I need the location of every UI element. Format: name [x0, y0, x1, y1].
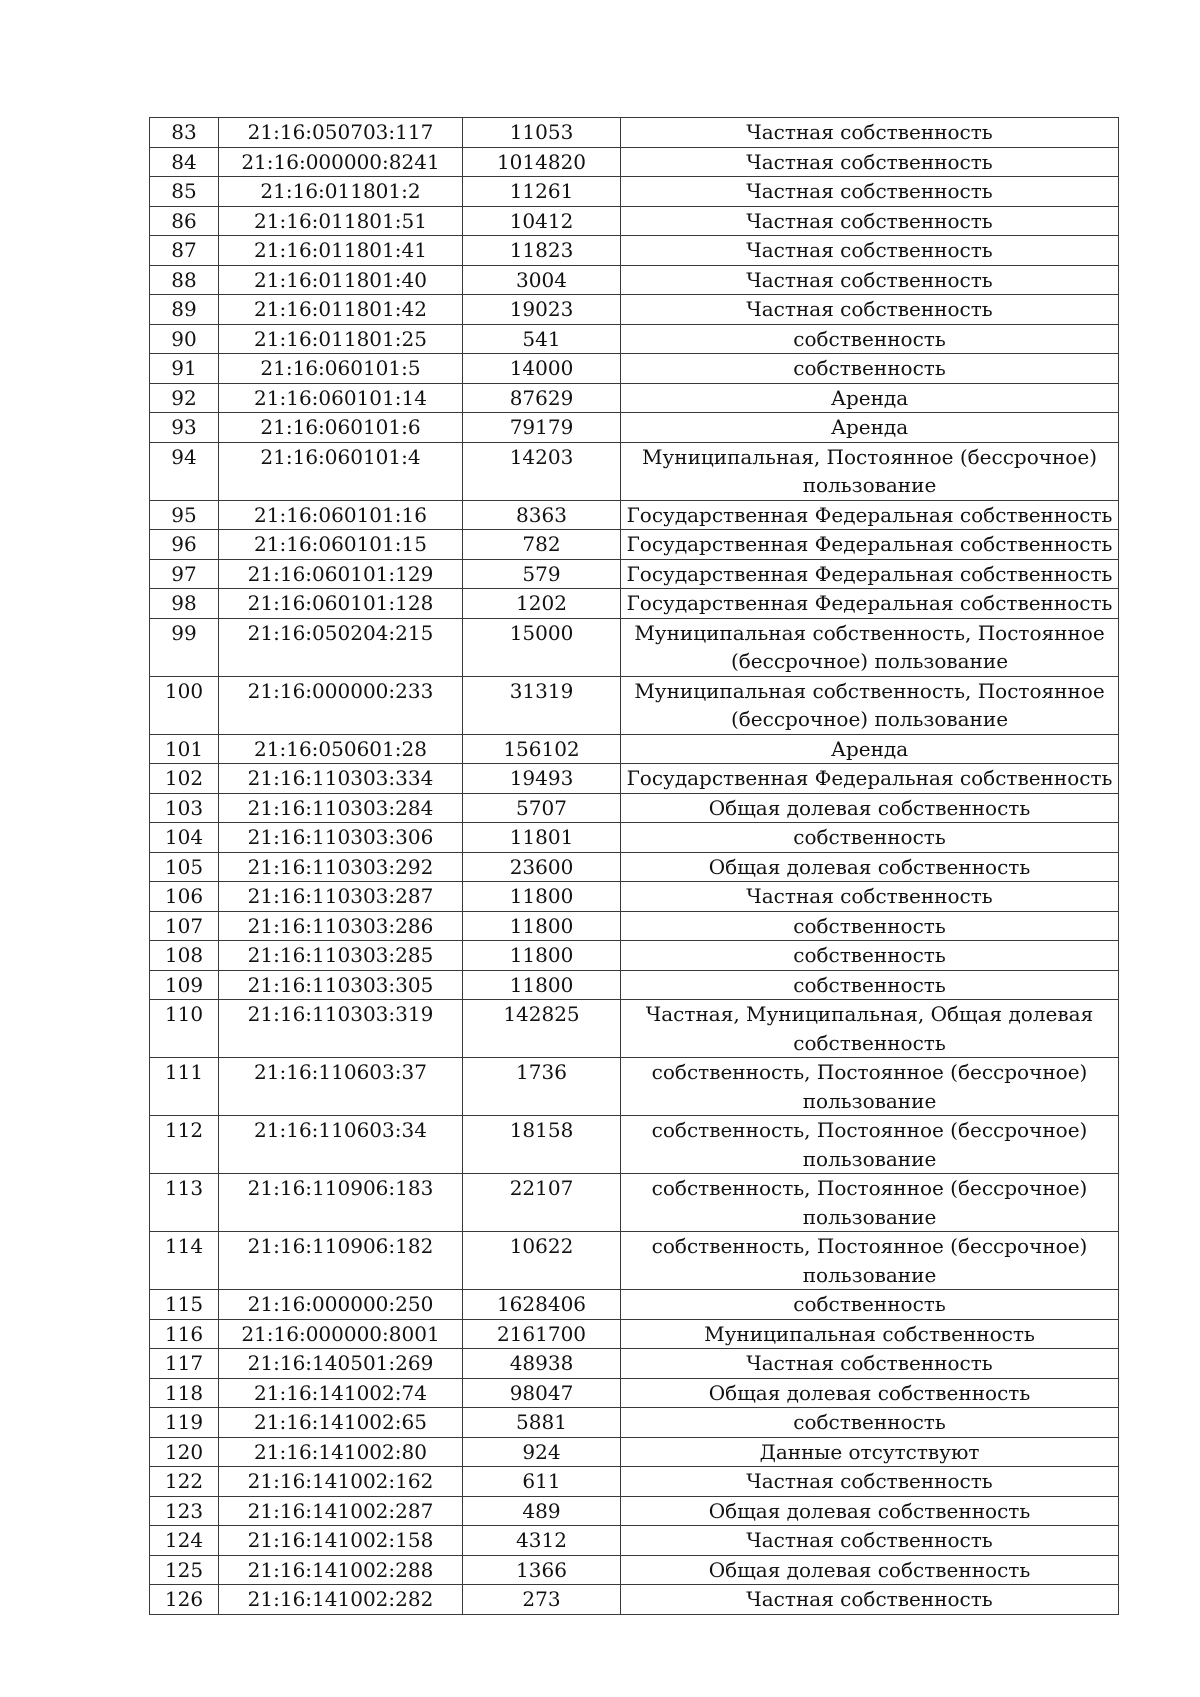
area-cell: 31319 — [463, 676, 621, 734]
table-row — [150, 941, 1119, 971]
table-row — [150, 147, 1119, 177]
ownership-type-cell: собственность, Постоянное (бессрочное) пользование — [621, 1058, 1119, 1116]
row-number-cell: 116 — [150, 1319, 219, 1349]
table-row — [150, 1116, 1119, 1174]
cadastral-number-cell: 21:16:110303:305 — [219, 970, 463, 1000]
cadastral-number-cell: 21:16:141002:80 — [219, 1437, 463, 1467]
cadastral-number-cell: 21:16:060101:16 — [219, 500, 463, 530]
area-cell: 1736 — [463, 1058, 621, 1116]
cadastral-number-cell: 21:16:011801:41 — [219, 236, 463, 266]
row-number-cell: 123 — [150, 1496, 219, 1526]
area-cell: 3004 — [463, 265, 621, 295]
area-cell: 2161700 — [463, 1319, 621, 1349]
row-number-cell: 93 — [150, 413, 219, 443]
cadastral-number-cell: 21:16:110303:292 — [219, 852, 463, 882]
ownership-type-cell: Муниципальная собственность, Постоянное (бессрочное) пользование — [621, 676, 1119, 734]
row-number-cell: 115 — [150, 1290, 219, 1320]
ownership-type-cell: Данные отсутствуют — [621, 1437, 1119, 1467]
area-cell: 79179 — [463, 413, 621, 443]
cadastral-number-cell: 21:16:011801:51 — [219, 206, 463, 236]
row-number-cell: 84 — [150, 147, 219, 177]
area-cell: 1628406 — [463, 1290, 621, 1320]
row-number-cell: 85 — [150, 177, 219, 207]
row-number-cell: 89 — [150, 295, 219, 325]
table-row — [150, 852, 1119, 882]
area-cell: 19493 — [463, 764, 621, 794]
row-number-cell: 106 — [150, 882, 219, 912]
row-number-cell: 110 — [150, 1000, 219, 1058]
table-row — [150, 559, 1119, 589]
row-number-cell: 91 — [150, 354, 219, 384]
ownership-type-cell: Частная собственность — [621, 147, 1119, 177]
ownership-type-cell: собственность, Постоянное (бессрочное) пользование — [621, 1174, 1119, 1232]
table-row — [150, 1319, 1119, 1349]
table-body — [150, 118, 1119, 1615]
ownership-type-cell: Частная собственность — [621, 206, 1119, 236]
row-number-cell: 83 — [150, 118, 219, 148]
cadastral-number-cell: 21:16:000000:250 — [219, 1290, 463, 1320]
table-row — [150, 793, 1119, 823]
table-row — [150, 1437, 1119, 1467]
cadastral-number-cell: 21:16:000000:233 — [219, 676, 463, 734]
ownership-type-cell: Общая долевая собственность — [621, 1378, 1119, 1408]
table-row — [150, 1555, 1119, 1585]
area-cell: 611 — [463, 1467, 621, 1497]
ownership-type-cell: Аренда — [621, 734, 1119, 764]
row-number-cell: 118 — [150, 1378, 219, 1408]
table-row — [150, 764, 1119, 794]
table-row — [150, 500, 1119, 530]
table-row — [150, 118, 1119, 148]
ownership-type-cell: собственность — [621, 823, 1119, 853]
area-cell: 1202 — [463, 589, 621, 619]
area-cell: 11800 — [463, 970, 621, 1000]
cadastral-number-cell: 21:16:060101:4 — [219, 442, 463, 500]
table-row — [150, 1349, 1119, 1379]
row-number-cell: 112 — [150, 1116, 219, 1174]
cadastral-number-cell: 21:16:011801:25 — [219, 324, 463, 354]
table-row — [150, 1000, 1119, 1058]
area-cell: 23600 — [463, 852, 621, 882]
area-cell: 11800 — [463, 882, 621, 912]
table-row — [150, 1408, 1119, 1438]
ownership-type-cell: Частная собственность — [621, 295, 1119, 325]
row-number-cell: 105 — [150, 852, 219, 882]
row-number-cell: 111 — [150, 1058, 219, 1116]
ownership-type-cell: Частная собственность — [621, 882, 1119, 912]
table-row — [150, 236, 1119, 266]
ownership-type-cell: собственность — [621, 911, 1119, 941]
ownership-type-cell: собственность — [621, 1290, 1119, 1320]
row-number-cell: 119 — [150, 1408, 219, 1438]
row-number-cell: 120 — [150, 1437, 219, 1467]
ownership-type-cell: собственность — [621, 941, 1119, 971]
row-number-cell: 102 — [150, 764, 219, 794]
area-cell: 11261 — [463, 177, 621, 207]
ownership-type-cell: собственность — [621, 324, 1119, 354]
area-cell: 4312 — [463, 1526, 621, 1556]
ownership-type-cell: Общая долевая собственность — [621, 793, 1119, 823]
row-number-cell: 99 — [150, 618, 219, 676]
table-row — [150, 1467, 1119, 1497]
area-cell: 11801 — [463, 823, 621, 853]
cadastral-number-cell: 21:16:141002:282 — [219, 1585, 463, 1615]
row-number-cell: 103 — [150, 793, 219, 823]
table-row — [150, 295, 1119, 325]
ownership-type-cell: Частная собственность — [621, 177, 1119, 207]
area-cell: 1366 — [463, 1555, 621, 1585]
area-cell: 924 — [463, 1437, 621, 1467]
cadastral-number-cell: 21:16:110303:334 — [219, 764, 463, 794]
row-number-cell: 124 — [150, 1526, 219, 1556]
table-row — [150, 265, 1119, 295]
ownership-type-cell: Государственная Федеральная собственность — [621, 559, 1119, 589]
row-number-cell: 100 — [150, 676, 219, 734]
area-cell: 98047 — [463, 1378, 621, 1408]
cadastral-number-cell: 21:16:060101:6 — [219, 413, 463, 443]
table-row — [150, 1585, 1119, 1615]
ownership-type-cell: Общая долевая собственность — [621, 1555, 1119, 1585]
table-row — [150, 1232, 1119, 1290]
table-row — [150, 676, 1119, 734]
table-row — [150, 383, 1119, 413]
cadastral-number-cell: 21:16:141002:158 — [219, 1526, 463, 1556]
area-cell: 10622 — [463, 1232, 621, 1290]
ownership-type-cell: Частная собственность — [621, 1585, 1119, 1615]
cadastral-number-cell: 21:16:110303:284 — [219, 793, 463, 823]
row-number-cell: 114 — [150, 1232, 219, 1290]
ownership-type-cell: Муниципальная собственность — [621, 1319, 1119, 1349]
table-row — [150, 354, 1119, 384]
area-cell: 273 — [463, 1585, 621, 1615]
table-row — [150, 530, 1119, 560]
cadastral-number-cell: 21:16:050601:28 — [219, 734, 463, 764]
cadastral-number-cell: 21:16:141002:65 — [219, 1408, 463, 1438]
table-row — [150, 882, 1119, 912]
ownership-type-cell: Общая долевая собственность — [621, 852, 1119, 882]
cadastral-number-cell: 21:16:060101:129 — [219, 559, 463, 589]
area-cell: 14203 — [463, 442, 621, 500]
land-plots-table — [149, 117, 1119, 1615]
area-cell: 156102 — [463, 734, 621, 764]
cadastral-number-cell: 21:16:141002:74 — [219, 1378, 463, 1408]
row-number-cell: 125 — [150, 1555, 219, 1585]
ownership-type-cell: собственность — [621, 970, 1119, 1000]
cadastral-number-cell: 21:16:060101:5 — [219, 354, 463, 384]
row-number-cell: 104 — [150, 823, 219, 853]
area-cell: 8363 — [463, 500, 621, 530]
row-number-cell: 101 — [150, 734, 219, 764]
area-cell: 15000 — [463, 618, 621, 676]
ownership-type-cell: Государственная Федеральная собственность — [621, 589, 1119, 619]
row-number-cell: 92 — [150, 383, 219, 413]
row-number-cell: 122 — [150, 1467, 219, 1497]
ownership-type-cell: Частная собственность — [621, 265, 1119, 295]
row-number-cell: 117 — [150, 1349, 219, 1379]
area-cell: 5881 — [463, 1408, 621, 1438]
area-cell: 87629 — [463, 383, 621, 413]
ownership-type-cell: собственность, Постоянное (бессрочное) пользование — [621, 1232, 1119, 1290]
cadastral-number-cell: 21:16:110906:182 — [219, 1232, 463, 1290]
row-number-cell: 108 — [150, 941, 219, 971]
cadastral-number-cell: 21:16:140501:269 — [219, 1349, 463, 1379]
cadastral-number-cell: 21:16:110906:183 — [219, 1174, 463, 1232]
table-row — [150, 1290, 1119, 1320]
cadastral-number-cell: 21:16:011801:2 — [219, 177, 463, 207]
cadastral-number-cell: 21:16:141002:162 — [219, 1467, 463, 1497]
cadastral-number-cell: 21:16:060101:15 — [219, 530, 463, 560]
cadastral-number-cell: 21:16:110603:37 — [219, 1058, 463, 1116]
ownership-type-cell: собственность, Постоянное (бессрочное) пользование — [621, 1116, 1119, 1174]
row-number-cell: 86 — [150, 206, 219, 236]
cadastral-number-cell: 21:16:050703:117 — [219, 118, 463, 148]
ownership-type-cell: собственность — [621, 354, 1119, 384]
ownership-type-cell: Аренда — [621, 383, 1119, 413]
area-cell: 11800 — [463, 941, 621, 971]
row-number-cell: 98 — [150, 589, 219, 619]
row-number-cell: 107 — [150, 911, 219, 941]
cadastral-number-cell: 21:16:060101:128 — [219, 589, 463, 619]
row-number-cell: 126 — [150, 1585, 219, 1615]
table-row — [150, 1058, 1119, 1116]
row-number-cell: 95 — [150, 500, 219, 530]
ownership-type-cell: Государственная Федеральная собственность — [621, 530, 1119, 560]
cadastral-number-cell: 21:16:060101:14 — [219, 383, 463, 413]
cadastral-number-cell: 21:16:110303:285 — [219, 941, 463, 971]
area-cell: 541 — [463, 324, 621, 354]
row-number-cell: 97 — [150, 559, 219, 589]
area-cell: 48938 — [463, 1349, 621, 1379]
ownership-type-cell: Частная собственность — [621, 1526, 1119, 1556]
cadastral-number-cell: 21:16:110603:34 — [219, 1116, 463, 1174]
table-row — [150, 911, 1119, 941]
cadastral-number-cell: 21:16:141002:288 — [219, 1555, 463, 1585]
table-row — [150, 618, 1119, 676]
cadastral-number-cell: 21:16:141002:287 — [219, 1496, 463, 1526]
area-cell: 11800 — [463, 911, 621, 941]
cadastral-number-cell: 21:16:011801:40 — [219, 265, 463, 295]
cadastral-number-cell: 21:16:000000:8241 — [219, 147, 463, 177]
ownership-type-cell: Частная, Муниципальная, Общая долевая собственность — [621, 1000, 1119, 1058]
cadastral-number-cell: 21:16:011801:42 — [219, 295, 463, 325]
ownership-type-cell: Частная собственность — [621, 236, 1119, 266]
area-cell: 10412 — [463, 206, 621, 236]
ownership-type-cell: Муниципальная, Постоянное (бессрочное) пользование — [621, 442, 1119, 500]
ownership-type-cell: собственность — [621, 1408, 1119, 1438]
table-row — [150, 206, 1119, 236]
table-row — [150, 1174, 1119, 1232]
table-row — [150, 413, 1119, 443]
area-cell: 18158 — [463, 1116, 621, 1174]
table-row — [150, 970, 1119, 1000]
table-row — [150, 823, 1119, 853]
ownership-type-cell: Государственная Федеральная собственность — [621, 500, 1119, 530]
table-row — [150, 324, 1119, 354]
row-number-cell: 94 — [150, 442, 219, 500]
area-cell: 489 — [463, 1496, 621, 1526]
row-number-cell: 96 — [150, 530, 219, 560]
row-number-cell: 87 — [150, 236, 219, 266]
table-row — [150, 177, 1119, 207]
ownership-type-cell: Аренда — [621, 413, 1119, 443]
area-cell: 11053 — [463, 118, 621, 148]
area-cell: 5707 — [463, 793, 621, 823]
row-number-cell: 88 — [150, 265, 219, 295]
ownership-type-cell: Государственная Федеральная собственность — [621, 764, 1119, 794]
table-row — [150, 1496, 1119, 1526]
cadastral-number-cell: 21:16:110303:287 — [219, 882, 463, 912]
ownership-type-cell: Частная собственность — [621, 1467, 1119, 1497]
area-cell: 22107 — [463, 1174, 621, 1232]
area-cell: 142825 — [463, 1000, 621, 1058]
table-row — [150, 589, 1119, 619]
ownership-type-cell: Общая долевая собственность — [621, 1496, 1119, 1526]
row-number-cell: 113 — [150, 1174, 219, 1232]
area-cell: 14000 — [463, 354, 621, 384]
table-row — [150, 442, 1119, 500]
cadastral-number-cell: 21:16:000000:8001 — [219, 1319, 463, 1349]
area-cell: 19023 — [463, 295, 621, 325]
ownership-type-cell: Частная собственность — [621, 1349, 1119, 1379]
row-number-cell: 109 — [150, 970, 219, 1000]
area-cell: 11823 — [463, 236, 621, 266]
row-number-cell: 90 — [150, 324, 219, 354]
cadastral-number-cell: 21:16:110303:286 — [219, 911, 463, 941]
table-row — [150, 734, 1119, 764]
table-row — [150, 1526, 1119, 1556]
area-cell: 1014820 — [463, 147, 621, 177]
cadastral-number-cell: 21:16:110303:319 — [219, 1000, 463, 1058]
cadastral-number-cell: 21:16:110303:306 — [219, 823, 463, 853]
ownership-type-cell: Муниципальная собственность, Постоянное (бессрочное) пользование — [621, 618, 1119, 676]
table-row — [150, 1378, 1119, 1408]
area-cell: 579 — [463, 559, 621, 589]
cadastral-number-cell: 21:16:050204:215 — [219, 618, 463, 676]
area-cell: 782 — [463, 530, 621, 560]
ownership-type-cell: Частная собственность — [621, 118, 1119, 148]
